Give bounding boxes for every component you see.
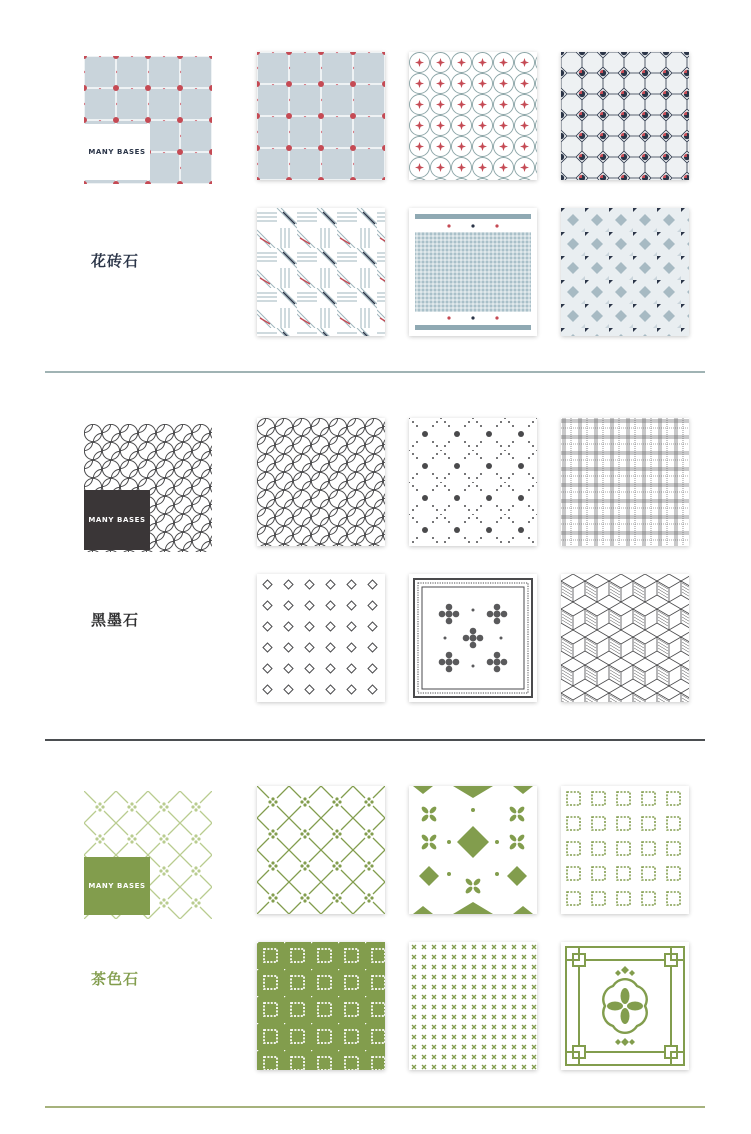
swatch-olive-crosses[interactable] — [409, 942, 537, 1070]
swatch-olive-medallion[interactable] — [561, 942, 689, 1070]
swatch-small-diamonds[interactable] — [257, 574, 385, 702]
section-divider-3 — [45, 1106, 705, 1108]
cover-label-card — [84, 490, 150, 550]
swatch-mosaic[interactable] — [409, 208, 537, 336]
swatch-stripes[interactable] — [257, 208, 385, 336]
swatch-olive-squares[interactable] — [561, 786, 689, 914]
swatch-dot-lattice[interactable] — [409, 418, 537, 546]
swatch-ring-flowers[interactable] — [409, 52, 537, 180]
cover-brand: MANY BASES — [88, 516, 146, 524]
cover-card-3[interactable] — [84, 791, 212, 919]
cover-label-card — [84, 124, 150, 180]
section-label-3: 茶色石 — [91, 970, 140, 988]
section-divider-2 — [45, 739, 705, 741]
swatch-framed-florets[interactable] — [409, 574, 537, 702]
swatch-olive-lattice[interactable] — [257, 786, 385, 914]
section-label-1: 花砖石 — [91, 252, 140, 270]
swatch-blue-grid[interactable] — [257, 52, 385, 180]
section-divider-1 — [45, 371, 705, 373]
swatch-olive-squares-inverse[interactable] — [257, 942, 385, 1070]
cover-card-2[interactable] — [84, 424, 212, 552]
swatch-olive-flowers[interactable] — [409, 786, 537, 914]
swatch-cubes[interactable] — [561, 574, 689, 702]
cover-card-1[interactable] — [84, 56, 212, 184]
cover-brand: MANY BASES — [88, 148, 146, 156]
swatch-plaid[interactable] — [561, 418, 689, 546]
section-label-2: 黑墨石 — [91, 611, 140, 629]
swatch-octagons[interactable] — [561, 52, 689, 180]
cover-brand: MANY BASES — [88, 882, 146, 890]
swatch-char-rings[interactable] — [257, 418, 385, 546]
swatch-diamonds[interactable] — [561, 208, 689, 336]
cover-label-card — [84, 857, 150, 915]
